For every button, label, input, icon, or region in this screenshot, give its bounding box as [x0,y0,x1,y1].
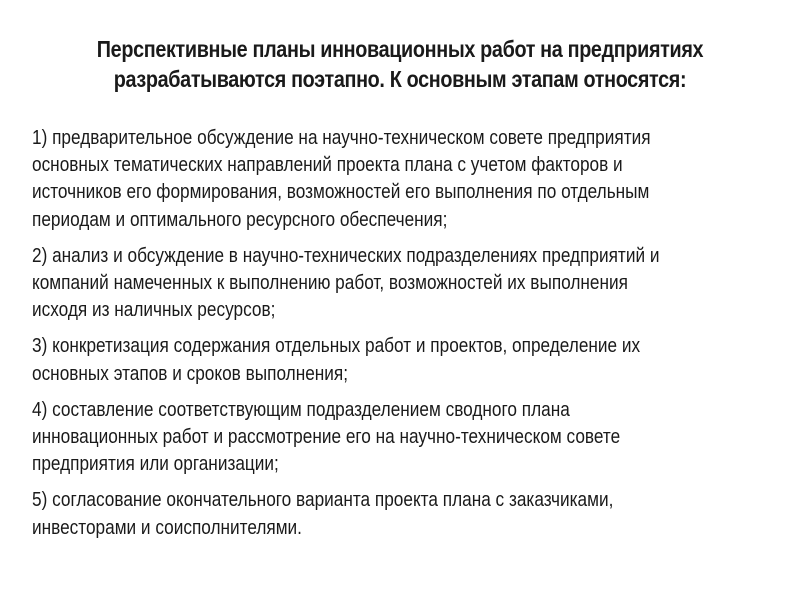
stage-text-line: исходя из наличных ресурсов; [32,298,276,322]
stage-list [32,124,754,550]
stage-item [32,486,754,540]
stage-text-line: 5) согласование окончательного варианта проекта плана с заказчиками, [32,488,614,512]
stage-text-line: предприятия или организации; [32,452,279,476]
stage-item [32,124,754,233]
stage-text-line: 1) предварительное обсуждение на научно-техническом совете предприятия [32,126,651,149]
stage-item [32,396,754,478]
stage-text-line: 3) конкретизация содержания отдельных работ и проектов, определение их [32,334,641,358]
stage-text-line: основных тематических направлений проекта плана с учетом факторов и [32,153,623,177]
slide-title-line: Перспективные планы инновационных работ на предприятиях [96,36,704,62]
stage-item [32,242,754,324]
stage-text-line: источников его формирования, возможностей его выполнения по отдельным [32,180,650,204]
stage-text-line: инновационных работ и рассмотрение его на научно-техническом совете [32,425,621,449]
stage-text-line: основных этапов и сроков выполнения; [32,361,349,385]
stage-text-line: 2) анализ и обсуждение в научно-технических подразделениях предприятий и [32,243,660,267]
stage-item [32,332,754,386]
stage-text-line: инвесторами и соисполнителями. [32,515,302,539]
stage-text-line: компаний намеченных к выполнению работ, возможностей их выполнения [32,271,628,295]
stage-text-line: 4) составление соответствующим подразделением сводного плана [32,397,570,421]
slide-title [73,34,727,94]
stage-text-line: периодам и оптимального ресурсного обеспечения; [32,207,448,231]
slide-title-line: разрабатываются поэтапно. К основным этапам относятся: [113,66,687,92]
